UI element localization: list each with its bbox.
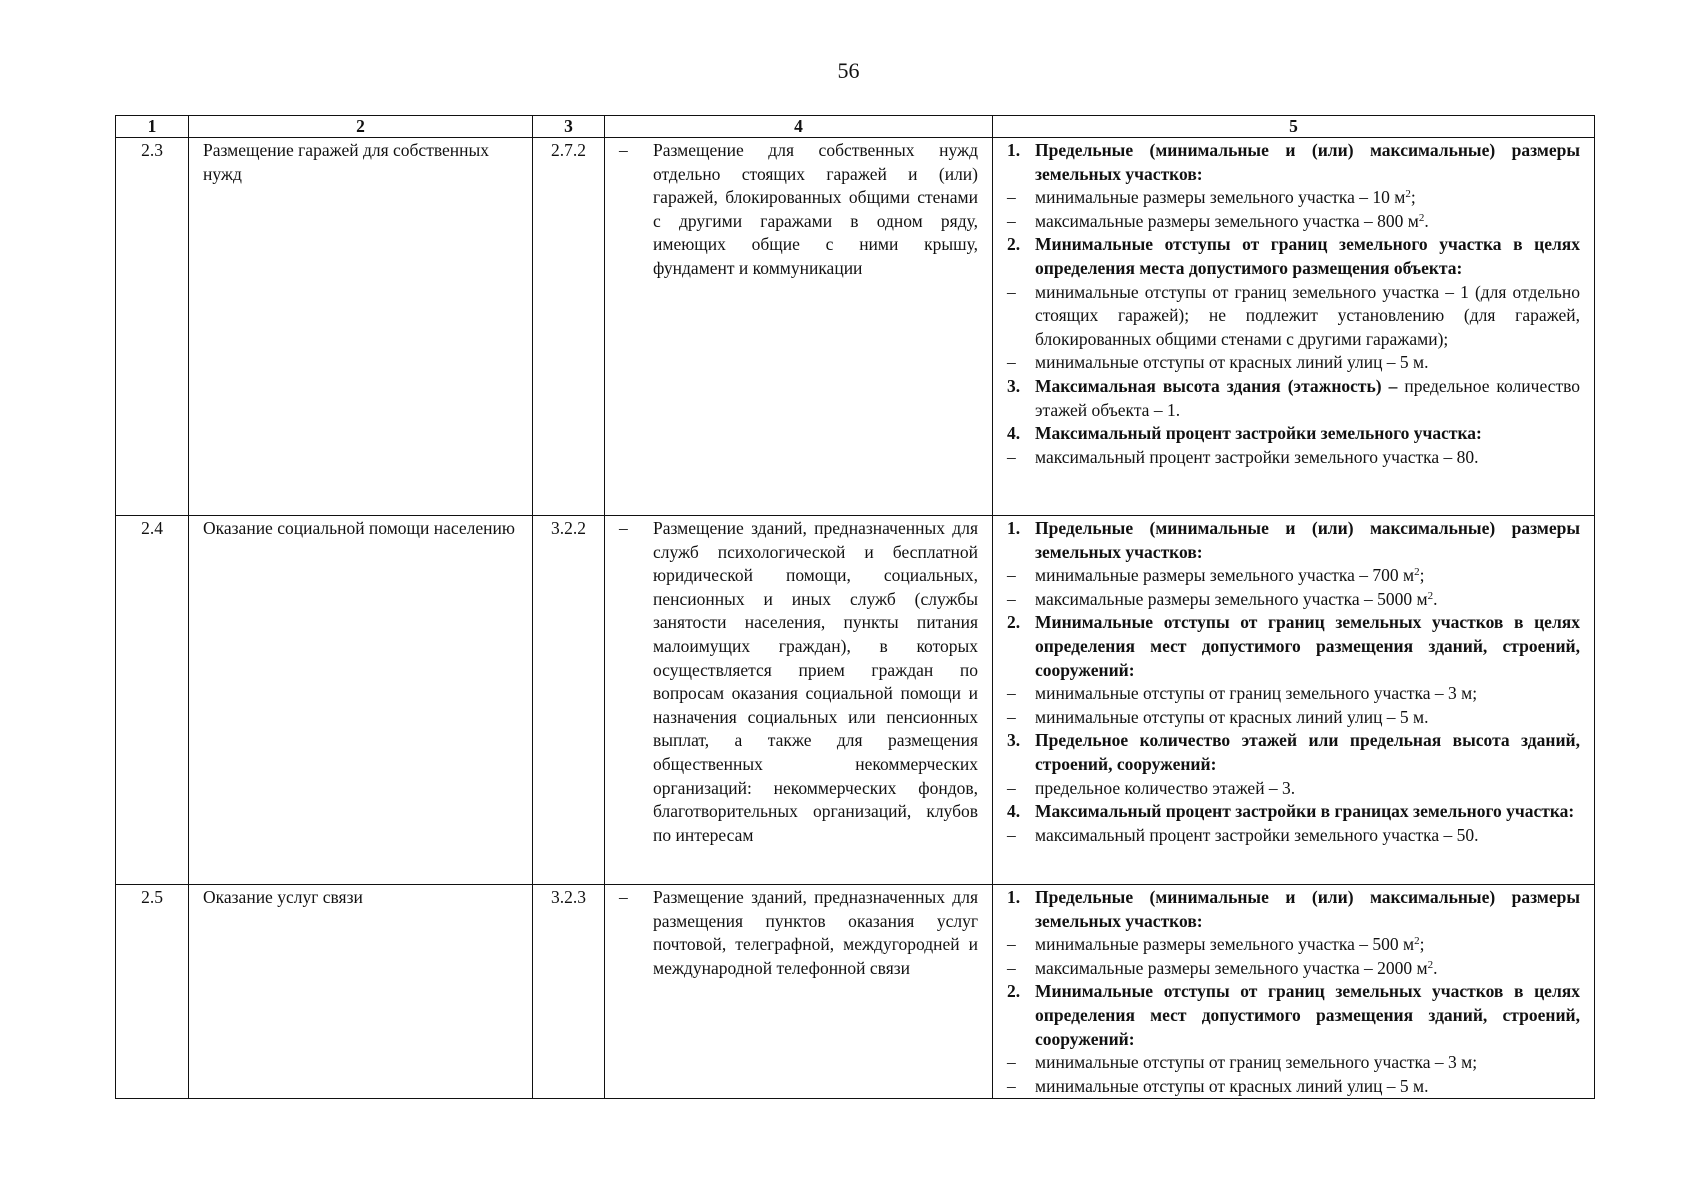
dash-marker: – bbox=[1007, 1052, 1016, 1073]
dash-marker: – bbox=[1007, 446, 1016, 467]
parameter-heading bbox=[1007, 233, 1580, 280]
parameters-cell bbox=[993, 885, 1595, 1099]
parameter-heading bbox=[1007, 422, 1580, 446]
parameter-heading bbox=[1007, 517, 1580, 564]
parameter-item bbox=[1007, 1075, 1580, 1099]
item-number: 4. bbox=[1007, 423, 1021, 444]
parameter-suffix: . bbox=[1424, 210, 1429, 231]
use-code-cell: 2.7.2 bbox=[533, 138, 605, 516]
parameter-item bbox=[1007, 706, 1580, 730]
parameter-text: минимальные отступы от красных линий улиц – 5 м. bbox=[1035, 352, 1429, 373]
parameter-item bbox=[1007, 682, 1580, 706]
dash-marker: – bbox=[1007, 777, 1016, 798]
dash-marker: – bbox=[1007, 352, 1016, 373]
parameter-suffix: . bbox=[1433, 957, 1438, 978]
parameter-heading bbox=[1007, 980, 1580, 1051]
parameter-item bbox=[1007, 351, 1580, 375]
description-text: Размещение зданий, предназначенных для служб психологической и бесплатной юридической помощи, социальных, пенсионных и иных служб (службы занятости населения, пункты питания малоимущих граждан), в которых осуществляется прием граждан по вопросам оказания социальной помощи и назначения социальных или пенсионных выплат, а также для размещения общественных некоммерческих организаций: некоммерческих фондов, благотворительных организаций, клубов по интересам bbox=[653, 518, 978, 845]
use-code-cell: 3.2.2 bbox=[533, 516, 605, 885]
dash-marker: – bbox=[1007, 281, 1016, 302]
superscript: 2 bbox=[1414, 935, 1420, 948]
column-header-1: 1 bbox=[116, 116, 189, 138]
parameter-text: Максимальная высота здания (этажность) – bbox=[1035, 375, 1398, 396]
dash-marker: – bbox=[619, 518, 628, 538]
parameters-cell bbox=[993, 138, 1595, 516]
superscript: 2 bbox=[1418, 211, 1425, 224]
parameter-item bbox=[1007, 824, 1580, 848]
parameter-item bbox=[1007, 210, 1580, 234]
description-item bbox=[619, 886, 978, 980]
use-name-cell: Оказание услуг связи bbox=[189, 885, 533, 1099]
use-description-cell bbox=[605, 516, 993, 885]
parameter-text: максимальный процент застройки земельного участка – 80. bbox=[1035, 446, 1479, 467]
parameter-item bbox=[1007, 588, 1580, 612]
superscript: 2 bbox=[1427, 589, 1434, 602]
parameter-heading bbox=[1007, 611, 1580, 682]
item-number: 4. bbox=[1007, 801, 1021, 822]
dash-marker: – bbox=[1007, 934, 1016, 955]
parameter-text: Минимальные отступы от границ земельных участков в целях определения мест допустимого размещения зданий, строений, сооружений: bbox=[1035, 612, 1580, 680]
column-header-2: 2 bbox=[189, 116, 533, 138]
parameter-item bbox=[1007, 777, 1580, 801]
table-row bbox=[116, 516, 1595, 885]
item-number: 2. bbox=[1007, 612, 1021, 633]
parameter-text: максимальные размеры земельного участка – 2000 м bbox=[1035, 957, 1428, 978]
item-number: 3. bbox=[1007, 375, 1021, 396]
dash-marker: – bbox=[1007, 210, 1016, 231]
dash-marker: – bbox=[1007, 957, 1016, 978]
table-row bbox=[116, 138, 1595, 516]
row-number-cell: 2.4 bbox=[116, 516, 189, 885]
parameter-text: минимальные отступы от границ земельного участка – 3 м; bbox=[1035, 1052, 1478, 1073]
parameter-text: Максимальный процент застройки в границах земельного участка: bbox=[1035, 801, 1575, 822]
parameter-text: минимальные размеры земельного участка – 10 м bbox=[1035, 187, 1406, 208]
column-header-4: 4 bbox=[605, 116, 993, 138]
parameter-text: Минимальные отступы от границ земельных участков в целях определения мест допустимого размещения зданий, строений, сооружений: bbox=[1035, 981, 1580, 1049]
superscript: 2 bbox=[1414, 566, 1420, 579]
parameter-text: максимальные размеры земельного участка – 800 м bbox=[1035, 210, 1419, 231]
land-use-table bbox=[115, 115, 1595, 1099]
parameter-item bbox=[1007, 446, 1580, 470]
parameter-heading bbox=[1007, 375, 1580, 422]
column-header-5: 5 bbox=[993, 116, 1595, 138]
parameter-text: минимальные отступы от красных линий улиц – 5 м. bbox=[1035, 706, 1429, 727]
parameter-text: минимальные размеры земельного участка – 700 м bbox=[1035, 565, 1415, 586]
dash-marker: – bbox=[1007, 565, 1016, 586]
item-number: 1. bbox=[1007, 518, 1021, 538]
dash-marker: – bbox=[619, 140, 628, 160]
description-item bbox=[619, 139, 978, 281]
use-code-cell: 3.2.3 bbox=[533, 885, 605, 1099]
description-text: Размещение для собственных нужд отдельно стоящих гаражей и (или) гаражей, блокированных общими стенами с другими гаражами в одном ряду, имеющих общие с ними крышу, фундамент и коммуникации bbox=[653, 140, 978, 278]
parameters-cell bbox=[993, 516, 1595, 885]
superscript: 2 bbox=[1405, 188, 1411, 201]
parameter-text: предельное количество этажей – 3. bbox=[1035, 777, 1296, 798]
item-number: 3. bbox=[1007, 730, 1021, 751]
description-item bbox=[619, 517, 978, 847]
page-number: 56 bbox=[837, 58, 860, 83]
dash-marker: – bbox=[619, 887, 628, 907]
parameter-item bbox=[1007, 957, 1580, 981]
description-text: Размещение зданий, предназначенных для размещения пунктов оказания услуг почтовой, телеграфной, междугородней и международной телефонной связи bbox=[653, 887, 978, 978]
use-name-cell: Размещение гаражей для собственных нужд bbox=[189, 138, 533, 516]
item-number: 1. bbox=[1007, 887, 1021, 907]
table-body bbox=[116, 138, 1595, 1099]
parameter-text: минимальные отступы от границ земельного участка – 3 м; bbox=[1035, 683, 1478, 704]
parameter-heading bbox=[1007, 729, 1580, 776]
parameter-item bbox=[1007, 564, 1580, 588]
parameter-heading bbox=[1007, 800, 1580, 824]
dash-marker: – bbox=[1007, 824, 1016, 845]
item-number: 2. bbox=[1007, 981, 1021, 1002]
parameter-rest-text: предельное количество этажей объекта – 1. bbox=[1035, 375, 1580, 420]
parameter-suffix: ; bbox=[1410, 187, 1416, 208]
dash-marker: – bbox=[1007, 1075, 1016, 1096]
use-name-cell: Оказание социальной помощи населению bbox=[189, 516, 533, 885]
column-header-3: 3 bbox=[533, 116, 605, 138]
item-number: 2. bbox=[1007, 234, 1021, 255]
parameter-text: максимальные размеры земельного участка – 5000 м bbox=[1035, 588, 1428, 609]
parameter-item bbox=[1007, 1051, 1580, 1075]
dash-marker: – bbox=[1007, 706, 1016, 727]
parameter-heading bbox=[1007, 139, 1580, 186]
parameter-text: Предельные (минимальные и (или) максимальные) размеры земельных участков: bbox=[1035, 140, 1580, 184]
parameter-text: Предельные (минимальные и (или) максимальные) размеры земельных участков: bbox=[1035, 887, 1580, 931]
parameter-text: минимальные размеры земельного участка – 500 м bbox=[1035, 934, 1415, 955]
parameter-item bbox=[1007, 933, 1580, 957]
parameter-suffix: . bbox=[1433, 588, 1438, 609]
use-description-cell bbox=[605, 138, 993, 516]
parameter-item bbox=[1007, 186, 1580, 210]
parameter-text: Предельные (минимальные и (или) максимальные) размеры земельных участков: bbox=[1035, 518, 1580, 562]
parameter-text: Минимальные отступы от границ земельного участка в целях определения места допустимого размещения объекта: bbox=[1035, 234, 1580, 278]
parameter-text: Максимальный процент застройки земельного участка: bbox=[1035, 423, 1482, 444]
row-number-cell: 2.3 bbox=[116, 138, 189, 516]
parameter-text: максимальный процент застройки земельного участка – 50. bbox=[1035, 824, 1479, 845]
parameter-text: Предельное количество этажей или предельная высота зданий, строений, сооружений: bbox=[1035, 730, 1580, 774]
superscript: 2 bbox=[1427, 958, 1434, 971]
parameter-item bbox=[1007, 281, 1580, 352]
dash-marker: – bbox=[1007, 683, 1016, 704]
parameter-text: минимальные отступы от границ земельного участка – 1 (для отдельно стоящих гаражей); не подлежит установлению (для гаражей, блокированных общими стенами с другими гаражами); bbox=[1035, 281, 1580, 349]
parameter-suffix: ; bbox=[1419, 565, 1425, 586]
dash-marker: – bbox=[1007, 588, 1016, 609]
dash-marker: – bbox=[1007, 187, 1016, 208]
table-row bbox=[116, 885, 1595, 1099]
item-number: 1. bbox=[1007, 140, 1021, 160]
parameter-heading bbox=[1007, 886, 1580, 933]
parameter-suffix: ; bbox=[1419, 934, 1425, 955]
row-number-cell: 2.5 bbox=[116, 885, 189, 1099]
header-row bbox=[116, 116, 1595, 138]
parameter-text: минимальные отступы от красных линий улиц – 5 м. bbox=[1035, 1075, 1429, 1096]
use-description-cell bbox=[605, 885, 993, 1099]
